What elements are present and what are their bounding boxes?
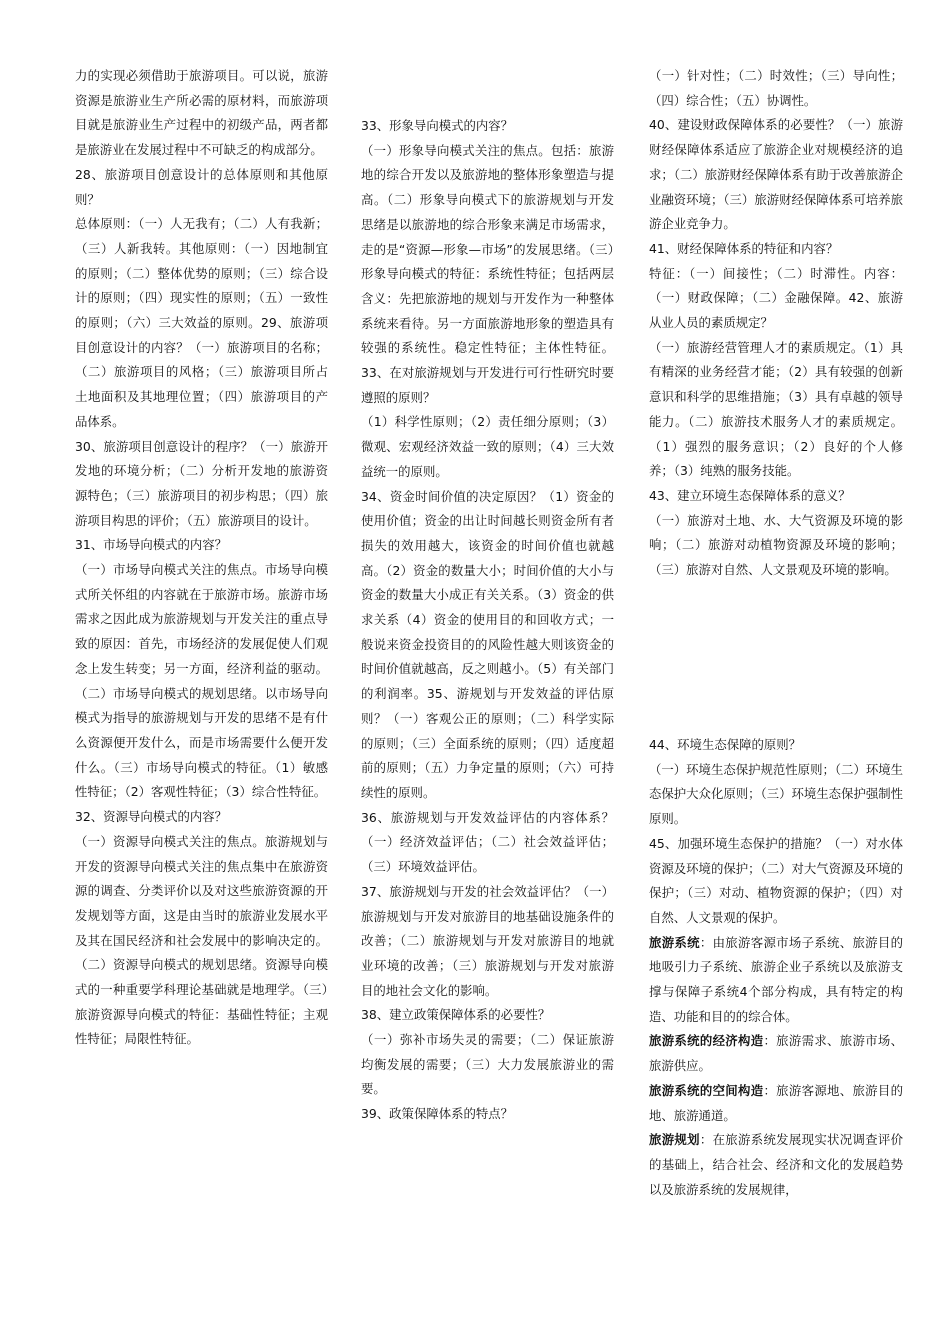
- definition-term: 旅游系统: [649, 934, 700, 950]
- paragraph: 40、建设财政保障体系的必要性？（一）旅游财经保障体系适应了旅游企业对规模经济的追求；（二）旅游财经保障体系有助于改善旅游企业融资环境；（三）旅游财经保障体系可培养旅游企业竞争力。: [649, 117, 904, 232]
- definition-text: ：旅游需求、旅游市场、旅游供应。: [649, 1033, 904, 1074]
- question-heading: 41、财经保障体系的特征和内容？: [649, 240, 839, 256]
- paragraph: 30、旅游项目创意设计的程序？（一）旅游开发地的环境分析；（二）分析开发地的旅游资源特色；（三）旅游项目的初步构思；（四）旅游项目构思的评价；（五）旅游项目的设计。: [75, 438, 328, 528]
- paragraph: 特征：（一）间接性；（二）时滞性。内容：（一）财政保障；（二）金融保障。42、旅游从业人员的素质规定？: [649, 265, 903, 331]
- definition-text: ：由旅游客源市场子系统、旅游目的地吸引力子系统、旅游企业子系统以及旅游支撑与保障子系统4个部分构成，具有特定的构造、功能和目的的综合体。: [649, 934, 904, 1024]
- paragraph: 力的实现必须借助于旅游项目。可以说，旅游资源是旅游业生产所必需的原材料，而旅游项目就是旅游业生产过程中的初级产品，两者都是旅游业在发展过程中不可缺乏的构成部分。: [75, 68, 328, 158]
- paragraph: （一）环境生态保护规范性原则；（二）环境生态保护大众化原则；（三）环境生态保护强制性原则。: [649, 761, 904, 827]
- question-heading: 44、环境生态保障的原则？: [649, 737, 802, 752]
- paragraph: （一）形象导向模式关注的焦点。包括：旅游地的综合开发以及旅游地的整体形象塑造与提高。（二）形象导向模式下的旅游规划与开发思绪是以旅游地的综合形象来满足市场需求，走的是“资源—形象—市场”的发展思绪。（三）形象导向模式的特征：系统性特征；包括两层含义：先把旅游地的规划与开发作为一种整体系统来看待。另一方面旅游地形象的塑造具有较强的系统性。稳定性特征；主体性特征。33、在对旅游规划与开发进行可行性研究时要遵照的原则？: [361, 142, 614, 405]
- question-heading: 33、形象导向模式的内容？: [361, 118, 514, 133]
- question-heading: 43、建立环境生态保障体系的意义？: [649, 487, 851, 503]
- paragraph: （一）针对性；（二）时效性；（三）导向性；（四）综合性；（五）协调性。: [649, 68, 903, 108]
- paragraph: （1）科学性原则；（2）责任细分原则；（3）微观、宏观经济效益一致的原则；（4）三大效益统一的原则。: [361, 414, 614, 479]
- right-column-lower: [649, 733, 903, 1202]
- definition-text: ：旅游客源地、旅游目的地、旅游通道。: [649, 1082, 904, 1123]
- definition: [649, 931, 903, 1030]
- paragraph: （一）旅游经营管理人才的素质规定。（1）具有精深的业务经营才能；（2）具有较强的创新意识和科学的思维措施；（3）具有卓越的领导能力。（二）旅游技术服务人才的素质规定。（1）强烈的服务意识；（2）良好的个人修养；（3）纯熟的服务技能。: [649, 339, 903, 479]
- paragraph: 总体原则：（一）人无我有；（二）人有我新；（三）人新我转。其他原则：（一）因地制宜的原则；（二）整体优势的原则；（三）综合设计的原则；（四）现实性的原则；（五）一致性的原则；（六）三大效益的原则。29、旅游项目创意设计的内容？（一）旅游项目的名称；（二）旅游项目的风格；（三）旅游项目所占土地面积及其地理位置；（四）旅游项目的产品体系。: [75, 216, 328, 429]
- paragraph: 37、旅游规划与开发的社会效益评估？（一）旅游规划与开发对旅游目的地基础设施条件的改善；（二）旅游规划与开发对旅游目的地就业环境的改善；（三）旅游规划与开发对旅游目的地社会文化的影响。: [361, 883, 614, 998]
- question-heading: 38、建立政策保障体系的必要性？: [361, 1007, 551, 1023]
- definition-term: 旅游规划: [649, 1132, 700, 1148]
- paragraph: 36、旅游规划与开发效益评估的内容体系？（一）经济效益评估；（二）社会效益评估；（三）环境效益评估。: [361, 809, 614, 875]
- question-heading: 32、资源导向模式的内容？: [75, 809, 228, 825]
- left-column: [75, 64, 328, 1052]
- definition: [649, 1079, 903, 1128]
- definition-term: 旅游系统的空间构造: [649, 1082, 764, 1098]
- paragraph: 45、加强环境生态保护的措施？（一）对水体资源及环境的保护；（二）对大气资源及环境的保护；（三）对动、植物资源的保护；（四）对自然、人文景观的保护。: [649, 835, 904, 925]
- paragraph: 34、资金时间价值的决定原因？（1）资金的使用价值；资金的出让时间越长则资金所有者损失的效用越大，该资金的时间价值也就越高。（2）资金的数量大小；时间价值的大小与资金的数量大小成正有关关系。（3）资金的供求关系（4）资金的使用目的和回收方式；一般说来资金投资目的的风险性越大则该资金的时间价值就越高，反之则越小。（5）有关部门的利润率。35、游规划与开发效益的评估原则？（一）客观公正的原则；（二）科学实际的原则；（三）全面系统的原则；（四）适度超前的原则；（五）力争定量的原则；（六）可持续性的原则。: [361, 488, 614, 800]
- paragraph: （一）旅游对土地、水、大气资源及环境的影响；（二）旅游对动植物资源及环境的影响；（三）旅游对自然、人文景观及环境的影响。: [649, 512, 903, 578]
- definition-text: ：在旅游系统发展现实状况调查评价的基础上，结合社会、经济和文化的发展趋势以及旅游系统的发展规律，: [649, 1132, 904, 1197]
- question-heading: 31、市场导向模式的内容？: [75, 537, 228, 553]
- definition-term: 旅游系统的经济构造: [649, 1033, 764, 1049]
- definition: [649, 1029, 903, 1078]
- question-heading: 39、政策保障体系的特点？: [361, 1106, 514, 1122]
- paragraph: （一）弥补市场失灵的需要；（二）保证旅游均衡发展的需要；（三）大力发展旅游业的需要。: [361, 1032, 614, 1097]
- definition: [649, 1128, 903, 1202]
- middle-column: [361, 114, 614, 1127]
- paragraph: （一）资源导向模式关注的焦点。旅游规划与开发的资源导向模式关注的焦点集中在旅游资源的调查、分类评价以及对这些旅游资源的开发规划等方面，这是由当时的旅游业发展水平及其在国民经济和社会发展中的影响决定的。（二）资源导向模式的规划思绪。资源导向模式的一种重要学科理论基础就是地理学。（三）旅游资源导向模式的特征：基础性特征；主观性特征；局限性特征。: [75, 833, 328, 1047]
- right-column: [649, 64, 903, 583]
- question-heading: 28、旅游项目创意设计的总体原则和其他原则？: [75, 166, 328, 207]
- paragraph: （一）市场导向模式关注的焦点。市场导向模式所关怀组的内容就在于旅游市场。旅游市场需求之因此成为旅游规划与开发关注的重点导致的原因：首先，市场经济的发展促使人们观念上发生转变；另一方面，经济利益的驱动。（二）市场导向模式的规划思绪。以市场导向模式为指导的旅游规划与开发的思绪不是有什么资源便开发什么，而是市场需要什么便开发什么。（三）市场导向模式的特征。（1）敏感性特征；（2）客观性特征；（3）综合性特征。: [75, 562, 328, 800]
